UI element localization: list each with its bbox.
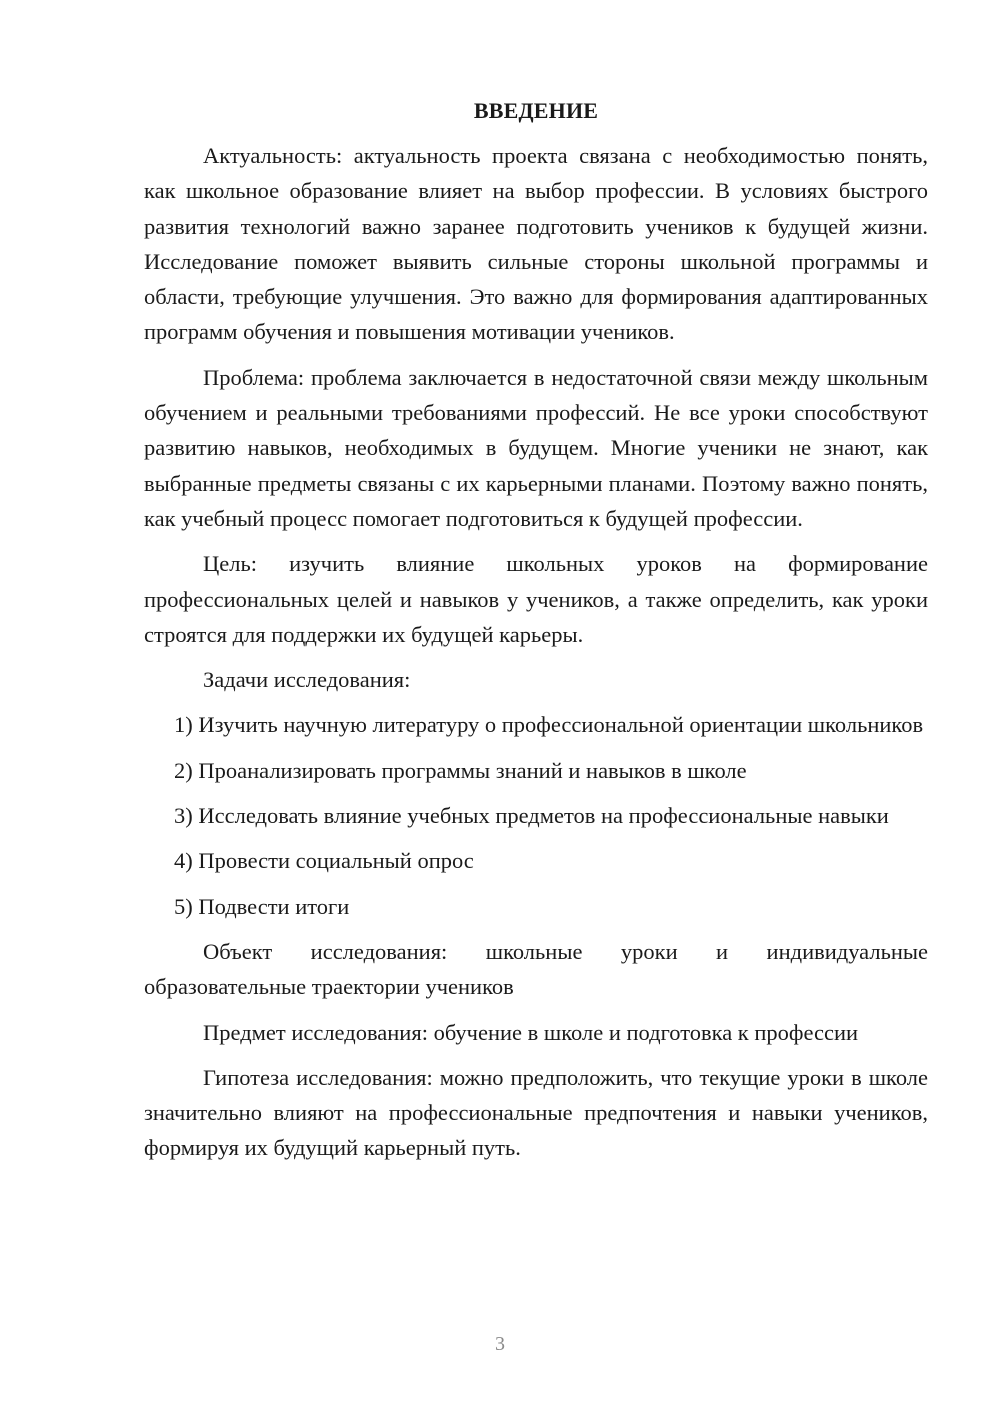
subject-paragraph: Предмет исследования: обучение в школе и подготовка к профессии xyxy=(203,1019,859,1045)
list-item: 1) Изучить научную литературу о профессиональной ориентации школьников xyxy=(174,712,924,738)
object-paragraph: Объект исследования: школьные уроки и индивидуальные образовательные траектории учеников xyxy=(144,938,928,1000)
list-item: 4) Провести социальный опрос xyxy=(174,848,474,874)
tasks-list xyxy=(144,707,928,923)
goal-paragraph: Цель: изучить влияние школьных уроков на формирование профессиональных целей и навыков у учеников, а также определить, как уроки строятся для поддержки их будущей карьеры. xyxy=(144,551,928,647)
document-page xyxy=(144,96,928,1176)
list-item: 3) Исследовать влияние учебных предметов на профессиональные навыки xyxy=(174,803,889,829)
list-item: 2) Проанализировать программы знаний и навыков в школе xyxy=(174,757,747,783)
page-number: 3 xyxy=(495,1333,505,1355)
tasks-heading: Задачи исследования: xyxy=(203,667,411,693)
list-item: 5) Подвести итоги xyxy=(174,893,350,919)
problem-paragraph: Проблема: проблема заключается в недостаточной связи между школьным обучением и реальными требованиями профессий. Не все уроки способствуют развитию навыков, необходимых в будущем. Многие ученики не знают, как выбранные предметы связаны с их карьерными планами. Поэтому важно понять, как учебный процесс помогает подготовиться к будущей профессии. xyxy=(144,364,928,531)
relevance-paragraph: Актуальность: актуальность проекта связана с необходимостью понять, как школьное образование влияет на выбор профессии. В условиях быстрого развития технологий важно заранее подготовить учеников к будущей жизни. Исследование поможет выявить сильные стороны школьной программы и области, требующие улучшения. Это важно для формирования адаптированных программ обучения и повышения мотивации учеников. xyxy=(144,143,928,345)
document-title: ВВЕДЕНИЕ xyxy=(473,98,599,123)
hypothesis-paragraph: Гипотеза исследования: можно предположить, что текущие уроки в школе значительно влияют на профессиональные предпочтения и навыки учеников, формируя их будущий карьерный путь. xyxy=(144,1064,928,1161)
